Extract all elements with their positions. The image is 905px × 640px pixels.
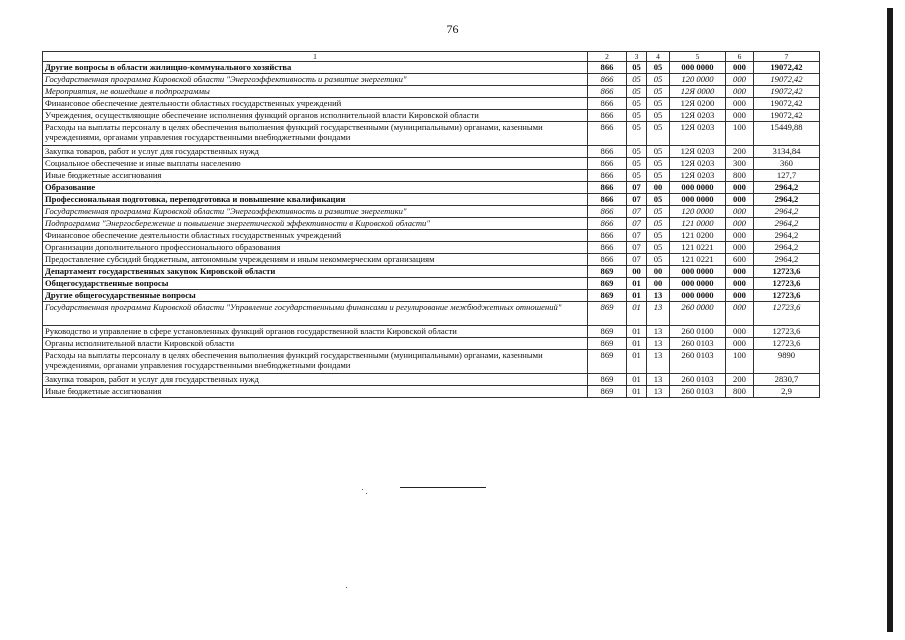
- cell-subsection-code: 05: [647, 230, 670, 242]
- cell-target-item-code: 12Я 0203: [670, 170, 726, 182]
- cell-amount: 2830,7: [754, 374, 820, 386]
- cell-amount: 12723,6: [754, 302, 820, 326]
- cell-row-name: Руководство и управление в сфере установленных функций органов государственной власти Кировской области: [43, 326, 588, 338]
- header-cell-subsection: 4: [647, 52, 670, 62]
- cell-expense-type-code: 000: [726, 278, 754, 290]
- cell-target-item-code: 000 0000: [670, 278, 726, 290]
- cell-row-name: Организации дополнительного профессионального образования: [43, 242, 588, 254]
- cell-subsection-code: 05: [647, 158, 670, 170]
- cell-amount: 3134,84: [754, 146, 820, 158]
- cell-ministry-code: 866: [588, 110, 627, 122]
- cell-subsection-code: 13: [647, 338, 670, 350]
- cell-ministry-code: 866: [588, 194, 627, 206]
- cell-target-item-code: 120 0000: [670, 74, 726, 86]
- cell-row-name: Финансовое обеспечение деятельности областных государственных учреждений: [43, 98, 588, 110]
- cell-ministry-code: 866: [588, 206, 627, 218]
- cell-target-item-code: 000 0000: [670, 182, 726, 194]
- cell-amount: 19072,42: [754, 110, 820, 122]
- cell-target-item-code: 12Я 0203: [670, 146, 726, 158]
- cell-section-code: 05: [627, 170, 647, 182]
- cell-subsection-code: 13: [647, 290, 670, 302]
- table-row: [43, 350, 820, 374]
- cell-ministry-code: 866: [588, 74, 627, 86]
- table-row: [43, 218, 820, 230]
- cell-amount: 19072,42: [754, 62, 820, 74]
- table-row: [43, 74, 820, 86]
- table-body: [43, 52, 820, 398]
- cell-ministry-code: 866: [588, 158, 627, 170]
- cell-section-code: 05: [627, 110, 647, 122]
- table-header-row: [43, 52, 820, 62]
- cell-subsection-code: 05: [647, 218, 670, 230]
- cell-ministry-code: 866: [588, 146, 627, 158]
- cell-section-code: 01: [627, 338, 647, 350]
- cell-target-item-code: 120 0000: [670, 206, 726, 218]
- cell-section-code: 01: [627, 290, 647, 302]
- cell-target-item-code: 260 0103: [670, 386, 726, 398]
- cell-target-item-code: 12Я 0203: [670, 110, 726, 122]
- cell-row-name: Государственная программа Кировской области "Энергоэффективность и развитие энергетики": [43, 206, 588, 218]
- cell-section-code: 05: [627, 62, 647, 74]
- cell-target-item-code: 260 0000: [670, 302, 726, 326]
- cell-section-code: 05: [627, 122, 647, 146]
- cell-row-name: Органы исполнительной власти Кировской области: [43, 338, 588, 350]
- cell-expense-type-code: 000: [726, 230, 754, 242]
- cell-amount: 127,7: [754, 170, 820, 182]
- cell-ministry-code: 866: [588, 170, 627, 182]
- cell-row-name: Другие вопросы в области жилищно-коммунального хозяйства: [43, 62, 588, 74]
- cell-amount: 2,9: [754, 386, 820, 398]
- cell-expense-type-code: 000: [726, 86, 754, 98]
- cell-row-name: Социальное обеспечение и иные выплаты населению: [43, 158, 588, 170]
- cell-subsection-code: 05: [647, 254, 670, 266]
- cell-row-name: Департамент государственных закупок Кировской области: [43, 266, 588, 278]
- cell-row-name: Мероприятия, не вошедшие в подпрограммы: [43, 86, 588, 98]
- table-row: [43, 110, 820, 122]
- cell-row-name: Общегосударственные вопросы: [43, 278, 588, 290]
- cell-amount: 12723,6: [754, 290, 820, 302]
- cell-ministry-code: 866: [588, 62, 627, 74]
- cell-row-name: Расходы на выплаты персоналу в целях обеспечения выполнения функций государственными (муниципальными) органами, казенными учреждениями, органами управления государственными внебюджетными фондами: [43, 122, 588, 146]
- cell-target-item-code: 121 0221: [670, 242, 726, 254]
- cell-target-item-code: 000 0000: [670, 194, 726, 206]
- cell-expense-type-code: 000: [726, 326, 754, 338]
- cell-expense-type-code: 000: [726, 74, 754, 86]
- cell-row-name: Государственная программа Кировской области "Управление государственными финансами и регулирование межбюджетных отношений": [43, 302, 588, 326]
- cell-amount: 2964,2: [754, 206, 820, 218]
- header-cell-ministry: 2: [588, 52, 627, 62]
- cell-section-code: 01: [627, 374, 647, 386]
- cell-amount: 360: [754, 158, 820, 170]
- cell-row-name: Расходы на выплаты персоналу в целях обеспечения выполнения функций государственными (муниципальными) органами, казенными учреждениями, органами управления государственными внебюджетными фондами: [43, 350, 588, 374]
- cell-section-code: 07: [627, 194, 647, 206]
- cell-row-name: Предоставление субсидий бюджетным, автономным учреждениям и иным некоммерческим организациям: [43, 254, 588, 266]
- table-row: [43, 338, 820, 350]
- table-row: [43, 326, 820, 338]
- cell-section-code: 05: [627, 158, 647, 170]
- cell-ministry-code: 869: [588, 350, 627, 374]
- cell-amount: 2964,2: [754, 242, 820, 254]
- table-row: [43, 98, 820, 110]
- cell-section-code: 05: [627, 146, 647, 158]
- cell-target-item-code: 000 0000: [670, 266, 726, 278]
- cell-target-item-code: 260 0100: [670, 326, 726, 338]
- cell-expense-type-code: 600: [726, 254, 754, 266]
- cell-expense-type-code: 000: [726, 302, 754, 326]
- table-row: [43, 194, 820, 206]
- cell-subsection-code: 05: [647, 194, 670, 206]
- cell-section-code: 07: [627, 230, 647, 242]
- scan-speck: [346, 587, 347, 588]
- cell-expense-type-code: 000: [726, 290, 754, 302]
- cell-row-name: Другие общегосударственные вопросы: [43, 290, 588, 302]
- table-row: [43, 254, 820, 266]
- cell-expense-type-code: 200: [726, 374, 754, 386]
- table-row: [43, 386, 820, 398]
- table-row: [43, 374, 820, 386]
- cell-row-name: Подпрограмма "Энергосбережение и повышение энергетической эффективности в Кировской области": [43, 218, 588, 230]
- cell-expense-type-code: 000: [726, 182, 754, 194]
- cell-row-name: Учреждения, осуществляющие обеспечение исполнения функций органов исполнительной власти Кировской области: [43, 110, 588, 122]
- cell-amount: 19072,42: [754, 98, 820, 110]
- cell-ministry-code: 866: [588, 230, 627, 242]
- cell-section-code: 00: [627, 266, 647, 278]
- cell-expense-type-code: 100: [726, 350, 754, 374]
- cell-amount: 2964,2: [754, 182, 820, 194]
- table-row: [43, 230, 820, 242]
- cell-row-name: Финансовое обеспечение деятельности областных государственных учреждений: [43, 230, 588, 242]
- cell-target-item-code: 121 0000: [670, 218, 726, 230]
- cell-section-code: 05: [627, 86, 647, 98]
- table-row: [43, 122, 820, 146]
- table-row: [43, 302, 820, 326]
- cell-expense-type-code: 000: [726, 98, 754, 110]
- cell-target-item-code: 000 0000: [670, 290, 726, 302]
- cell-subsection-code: 13: [647, 326, 670, 338]
- cell-ministry-code: 866: [588, 98, 627, 110]
- cell-amount: 12723,6: [754, 338, 820, 350]
- cell-expense-type-code: 000: [726, 110, 754, 122]
- cell-subsection-code: 05: [647, 206, 670, 218]
- cell-amount: 2964,2: [754, 194, 820, 206]
- cell-subsection-code: 05: [647, 62, 670, 74]
- cell-amount: 12723,6: [754, 326, 820, 338]
- cell-subsection-code: 05: [647, 98, 670, 110]
- table-row: [43, 290, 820, 302]
- cell-target-item-code: 260 0103: [670, 350, 726, 374]
- cell-target-item-code: 12Я 0203: [670, 122, 726, 146]
- cell-target-item-code: 260 0103: [670, 338, 726, 350]
- cell-amount: 9890: [754, 350, 820, 374]
- cell-expense-type-code: 000: [726, 194, 754, 206]
- cell-subsection-code: 05: [647, 122, 670, 146]
- cell-subsection-code: 05: [647, 86, 670, 98]
- cell-expense-type-code: 000: [726, 206, 754, 218]
- cell-expense-type-code: 000: [726, 62, 754, 74]
- cell-row-name: Иные бюджетные ассигнования: [43, 386, 588, 398]
- table-row: [43, 266, 820, 278]
- header-cell-expense-type: 6: [726, 52, 754, 62]
- cell-subsection-code: 05: [647, 146, 670, 158]
- cell-subsection-code: 00: [647, 182, 670, 194]
- page-number: 76: [446, 22, 459, 36]
- cell-subsection-code: 05: [647, 242, 670, 254]
- cell-ministry-code: 869: [588, 374, 627, 386]
- cell-section-code: 01: [627, 386, 647, 398]
- scan-speck: [366, 493, 367, 494]
- cell-subsection-code: 05: [647, 170, 670, 182]
- cell-row-name: Иные бюджетные ассигнования: [43, 170, 588, 182]
- cell-amount: 15449,88: [754, 122, 820, 146]
- cell-target-item-code: 121 0221: [670, 254, 726, 266]
- cell-expense-type-code: 000: [726, 338, 754, 350]
- cell-target-item-code: 12Я 0203: [670, 158, 726, 170]
- cell-ministry-code: 866: [588, 242, 627, 254]
- cell-expense-type-code: 000: [726, 242, 754, 254]
- scan-edge-bar: [887, 8, 893, 632]
- cell-target-item-code: 260 0103: [670, 374, 726, 386]
- cell-target-item-code: 12Я 0200: [670, 98, 726, 110]
- cell-ministry-code: 866: [588, 86, 627, 98]
- cell-subsection-code: 13: [647, 350, 670, 374]
- cell-section-code: 05: [627, 74, 647, 86]
- cell-target-item-code: 000 0000: [670, 62, 726, 74]
- cell-row-name: Образование: [43, 182, 588, 194]
- cell-expense-type-code: 800: [726, 170, 754, 182]
- header-cell-target-item: 5: [670, 52, 726, 62]
- cell-ministry-code: 866: [588, 218, 627, 230]
- cell-subsection-code: 05: [647, 74, 670, 86]
- cell-amount: 19072,42: [754, 74, 820, 86]
- cell-row-name: Закупка товаров, работ и услуг для государственных нужд: [43, 374, 588, 386]
- cell-subsection-code: 05: [647, 110, 670, 122]
- cell-section-code: 07: [627, 254, 647, 266]
- cell-row-name: Профессиональная подготовка, переподготовка и повышение квалификации: [43, 194, 588, 206]
- cell-section-code: 07: [627, 218, 647, 230]
- cell-target-item-code: 12Я 0000: [670, 86, 726, 98]
- cell-expense-type-code: 100: [726, 122, 754, 146]
- cell-ministry-code: 866: [588, 254, 627, 266]
- cell-section-code: 01: [627, 278, 647, 290]
- cell-ministry-code: 866: [588, 182, 627, 194]
- cell-subsection-code: 00: [647, 266, 670, 278]
- table-row: [43, 158, 820, 170]
- scan-speck: [362, 489, 363, 490]
- cell-section-code: 07: [627, 182, 647, 194]
- cell-subsection-code: 13: [647, 386, 670, 398]
- table-row: [43, 146, 820, 158]
- cell-section-code: 01: [627, 302, 647, 326]
- cell-ministry-code: 869: [588, 278, 627, 290]
- cell-section-code: 01: [627, 326, 647, 338]
- table-row: [43, 182, 820, 194]
- cell-target-item-code: 121 0200: [670, 230, 726, 242]
- table-row: [43, 278, 820, 290]
- cell-ministry-code: 866: [588, 122, 627, 146]
- table-row: [43, 62, 820, 74]
- cell-subsection-code: 13: [647, 374, 670, 386]
- cell-amount: 2964,2: [754, 254, 820, 266]
- cell-subsection-code: 00: [647, 278, 670, 290]
- footnote-separator: [400, 487, 486, 488]
- cell-amount: 12723,6: [754, 278, 820, 290]
- cell-amount: 2964,2: [754, 230, 820, 242]
- cell-amount: 19072,42: [754, 86, 820, 98]
- cell-ministry-code: 869: [588, 338, 627, 350]
- cell-section-code: 07: [627, 206, 647, 218]
- cell-ministry-code: 869: [588, 302, 627, 326]
- table-row: [43, 86, 820, 98]
- cell-expense-type-code: 300: [726, 158, 754, 170]
- cell-expense-type-code: 000: [726, 218, 754, 230]
- table-row: [43, 206, 820, 218]
- cell-expense-type-code: 000: [726, 266, 754, 278]
- cell-ministry-code: 869: [588, 326, 627, 338]
- header-cell-section: 3: [627, 52, 647, 62]
- cell-row-name: Закупка товаров, работ и услуг для государственных нужд: [43, 146, 588, 158]
- cell-amount: 2964,2: [754, 218, 820, 230]
- cell-section-code: 01: [627, 350, 647, 374]
- header-cell-amount: 7: [754, 52, 820, 62]
- header-cell-name: 1: [43, 52, 588, 62]
- cell-ministry-code: 869: [588, 266, 627, 278]
- cell-row-name: Государственная программа Кировской области "Энергоэффективность и развитие энергетики": [43, 74, 588, 86]
- cell-ministry-code: 869: [588, 290, 627, 302]
- cell-expense-type-code: 200: [726, 146, 754, 158]
- cell-subsection-code: 13: [647, 302, 670, 326]
- budget-table: [42, 51, 820, 398]
- table-row: [43, 242, 820, 254]
- cell-section-code: 05: [627, 98, 647, 110]
- cell-amount: 12723,6: [754, 266, 820, 278]
- cell-ministry-code: 869: [588, 386, 627, 398]
- cell-expense-type-code: 800: [726, 386, 754, 398]
- table-row: [43, 170, 820, 182]
- cell-section-code: 07: [627, 242, 647, 254]
